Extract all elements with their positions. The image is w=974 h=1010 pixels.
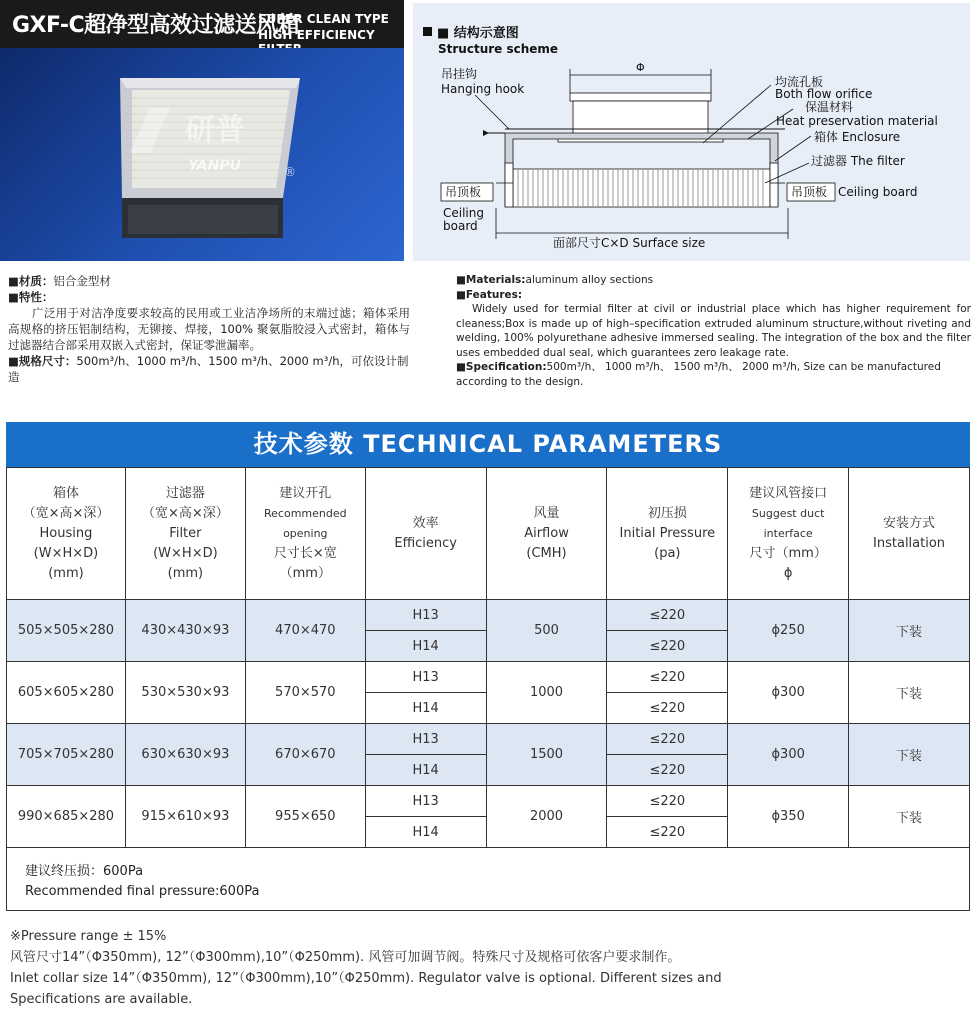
final-pressure-en: Recommended final pressure:600Pa [25,884,260,899]
orifice-label-cn: 均流孔板 [775,75,824,89]
enclosure-label: 箱体 Enclosure [814,130,901,144]
structure-scheme-drawing [413,3,970,261]
product-title-en-1: SUPER CLEAN TYPE [258,12,389,26]
hook-label-en: Hanging hook [441,82,525,96]
table-subrow: H14 ≤220 [7,817,970,848]
header-housing: 箱体 （宽×高×深） Housing (W×H×D) (mm) [7,468,126,600]
table-subrow: H14 ≤220 [7,631,970,662]
ceiling-label-left-cn: 吊顶板 [445,185,482,199]
final-pressure-note [6,848,970,911]
features-label-cn: ■特性： [8,290,54,304]
header-airflow: 风量 Airflow (CMH) [486,468,607,600]
description-cn [8,273,410,385]
footer-notes [10,926,722,1010]
material-label-en: ■Materials: [456,274,526,286]
diagram-title-en: Structure scheme [438,42,559,56]
registered-mark: ® [284,165,296,179]
table-header-row [7,468,970,600]
pressure-range-note: ※Pressure range ± 15% [10,929,167,944]
insulation-label-en: Heat preservation material [776,114,938,128]
header-opening: 建议开孔 Recommended opening 尺寸长×宽 （mm） [245,468,365,600]
product-photo [0,48,404,261]
orifice-label-en: Both flow orifice [775,87,873,101]
spec-value-en: 500m³/h、 1000 m³/h、 1500 m³/h、 2000 m³/h, Size can be manufactured according to the design. [456,361,941,388]
duct-size-note-en: Inlet collar size 14”（Φ350mm), 12”（Φ300mm),10”（Φ250mm). Regulator valve is optional. Different sizes and [10,971,722,986]
table-row: 990×685×280 915×610×93 955×650 H13 2000 ≤220 ϕ350 下装 [7,786,970,817]
surface-size-label: 面部尺寸C×D Surface size [553,236,706,250]
spec-label-en: ■Specification: [456,361,547,373]
table-row: 705×705×280 630×630×93 670×670 H13 1500 ≤220 ϕ300 下装 [7,724,970,755]
material-value-cn: 铝合金型材 [53,274,111,288]
ceiling-label-right-cn: 吊顶板 [791,185,828,199]
hook-label-cn: 吊挂钩 [441,67,478,81]
filter-box-illustration [0,48,404,261]
filter-label: 过滤器 The filter [811,154,905,168]
table-subrow: H14 ≤220 [7,755,970,786]
header-filter: 过滤器 （宽×高×深） Filter (W×H×D) (mm) [125,468,245,600]
features-text-cn: 广泛用于对洁净度要求较高的民用或工业洁净场所的末端过滤；箱体采用高规格的挤压铝制结构，无铆接、焊接，100% 聚氨脂胶浸入式密封，箱体与过滤器结合部采用双嵌入式密封，保证零泄漏率。 [8,306,410,352]
features-text-en: Widely used for termial filter at civil or industrial place which has higher requirement for cleaness;Box is made up of high–specification extruded aluminum structure,without riveting and welding, 100% polyurethane adhesive immersed sealing. The integration of the box and the filter uses embedded dual seal, which guarantees zero leakage rate. [456,303,971,359]
spec-label-cn: ■规格尺寸： [8,354,77,368]
spec-available-note: Specifications are available. [10,992,193,1007]
structure-diagram [413,3,970,261]
duct-size-note-cn: 风管尺寸14”（Φ350mm), 12”（Φ300mm),10”（Φ250mm). 风管可加调节阀。特殊尺寸及规格可依客户要求制作。 [10,950,681,965]
product-title-en-2: HIGH EFFICIENCY [258,28,375,42]
description-en [456,273,971,389]
final-pressure-cn: 建议终压损：600Pa [25,864,144,879]
header-pressure: 初压损 Initial Pressure (pa) [607,468,728,600]
material-value-en: aluminum alloy sections [525,274,654,286]
material-label-cn: ■材质： [8,274,54,288]
ceiling-label-right-en: Ceiling board [838,185,918,199]
ceiling-label-left-en-2: board [443,219,478,233]
spec-value-cn: 500m³/h、1000 m³/h、1500 m³/h、2000 m³/h，可依设计制造 [8,354,409,384]
watermark-en: YANPU [188,158,241,174]
table-row: 605×605×280 530×530×93 570×570 H13 1000 ≤220 ϕ300 下装 [7,662,970,693]
product-header [0,0,404,48]
watermark-cn: 研普 [185,113,245,148]
table-subrow: H14 ≤220 [7,693,970,724]
product-title-cn: GXF-C超净型高效过滤送风箱 [12,13,300,38]
ceiling-label-left-en-1: Ceiling [443,206,484,220]
technical-parameters-title: 技术参数 TECHNICAL PARAMETERS [6,422,970,467]
insulation-label-cn: 保温材料 [805,100,854,114]
header-efficiency: 效率 Efficiency [365,468,486,600]
features-label-en: ■Features: [456,288,523,301]
diagram-title-cn: ■ 结构示意图 [437,26,519,41]
phi-label: Φ [636,61,645,74]
technical-parameters-table [6,467,970,848]
header-installation: 安装方式 Installation [849,468,970,600]
header-duct: 建议风管接口 Suggest duct interface 尺寸（mm） ϕ [728,468,849,600]
table-row: 505×505×280 430×430×93 470×470 H13 500 ≤220 ϕ250 下装 [7,600,970,631]
